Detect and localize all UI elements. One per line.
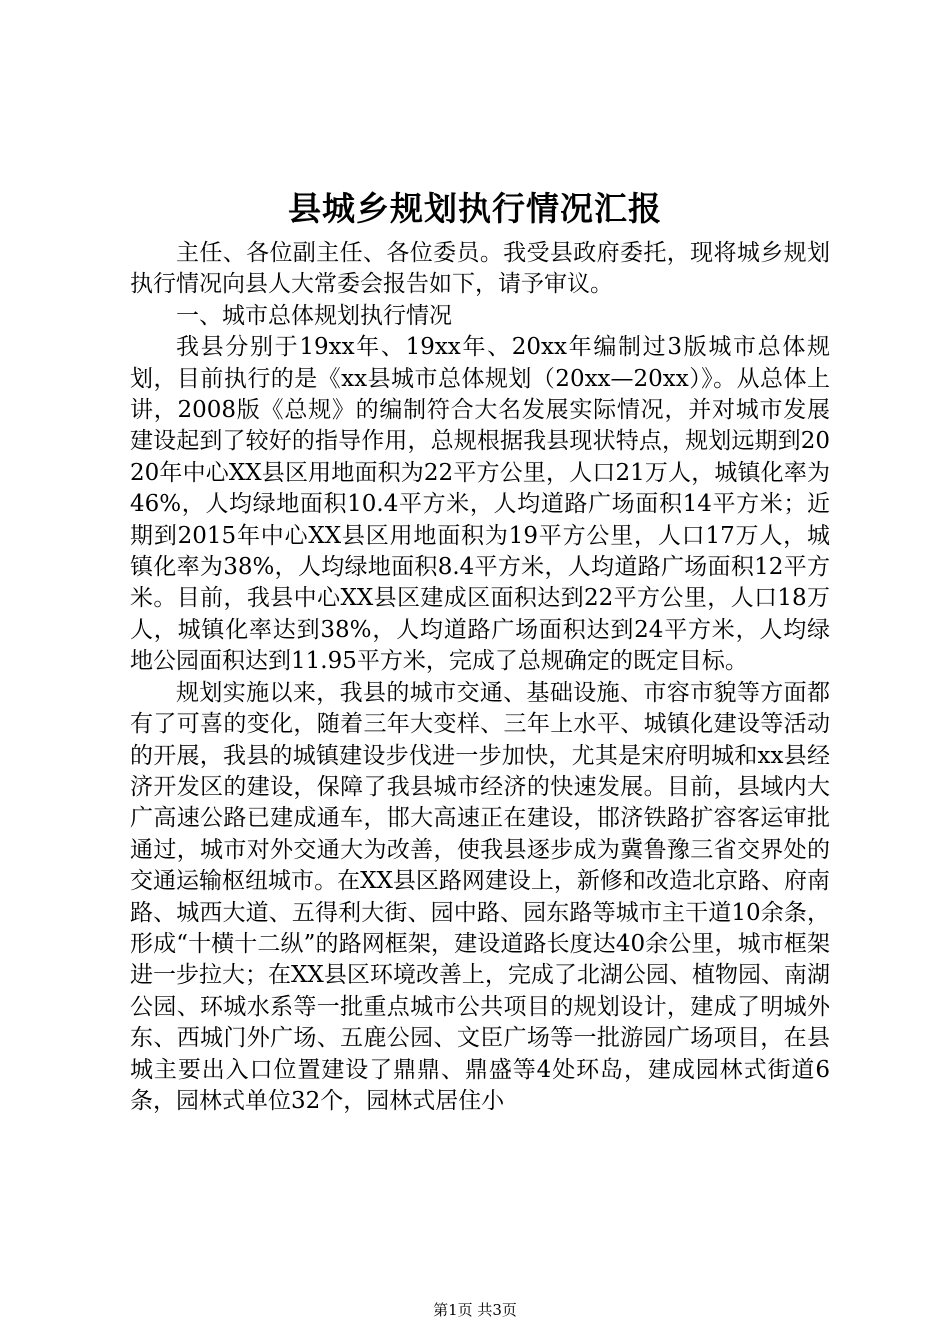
document-body (130, 238, 830, 1117)
document-title: 县城乡规划执行情况汇报 (288, 189, 662, 228)
paragraph-overall-plan: 我县分别于19xx年、19xx年、20xx年编制过3版城市总体规划，目前执行的是《xx县城市总体规划（20xx—20xx）》。从总体上讲，2008版《总规》的编制符合大名发展实际情况，并对城市发展建设起到了较好的指导作用，总规根据我县现状特点，规划远期到2020年中心XX县区用地面积为22平方公里，人口21万人，城镇化率为46%，人均绿地面积10.4平方米，人均道路广场面积14平方米；近期到2015年中心XX县区用地面积为19平方公里，人口17万人，城镇化率为38%，人均绿地面积8.4平方米，人均道路广场面积12平方米。目前，我县中心XX县区建成区面积达到22平方公里，人口18万人，城镇化率达到38%，人均道路广场面积达到24平方米，人均绿地公园面积达到11.95平方米，完成了总规确定的既定目标。 (130, 334, 830, 675)
page-footer: 第1页 共3页 (433, 1301, 517, 1319)
section-heading: 一、城市总体规划执行情况 (176, 302, 452, 329)
paragraph-implementation: 规划实施以来，我县的城市交通、基础设施、市容市貌等方面都有了可喜的变化，随着三年大变样、三年上水平、城镇化建设等活动的开展，我县的城镇建设步伐进一步加快，尤其是宋府明城和xx县经济开发区的建设，保障了我县城市经济的快速发展。目前，县域内大广高速公路已建成通车，邯大高速正在建设，邯济铁路扩容客运审批通过，城市对外交通大为改善，使我县逐步成为冀鲁豫三省交界处的交通运输枢纽城市。在XX县区路网建设上，新修和改造北京路、府南路、城西大道、五得利大街、园中路、园东路等城市主干道10余条，形成“十横十二纵”的路网框架，建设道路长度达40余公里，城市框架进一步拉大；在XX县区环境改善上，完成了北湖公园、植物园、南湖公园、环城水系等一批重点城市公共项目的规划设计，建成了明城外东、西城门外广场、五鹿公园、文臣广场等一批游园广场项目，在县城主要出入口位置建设了鼎鼎、鼎盛等4处环岛，建成园林式街道6条，园林式单位32个，园林式居住小 (130, 679, 830, 1114)
paragraph-opening: 主任、各位副主任、各位委员。我受县政府委托，现将城乡规划执行情况向县人大常委会报告如下，请予审议。 (130, 240, 830, 298)
